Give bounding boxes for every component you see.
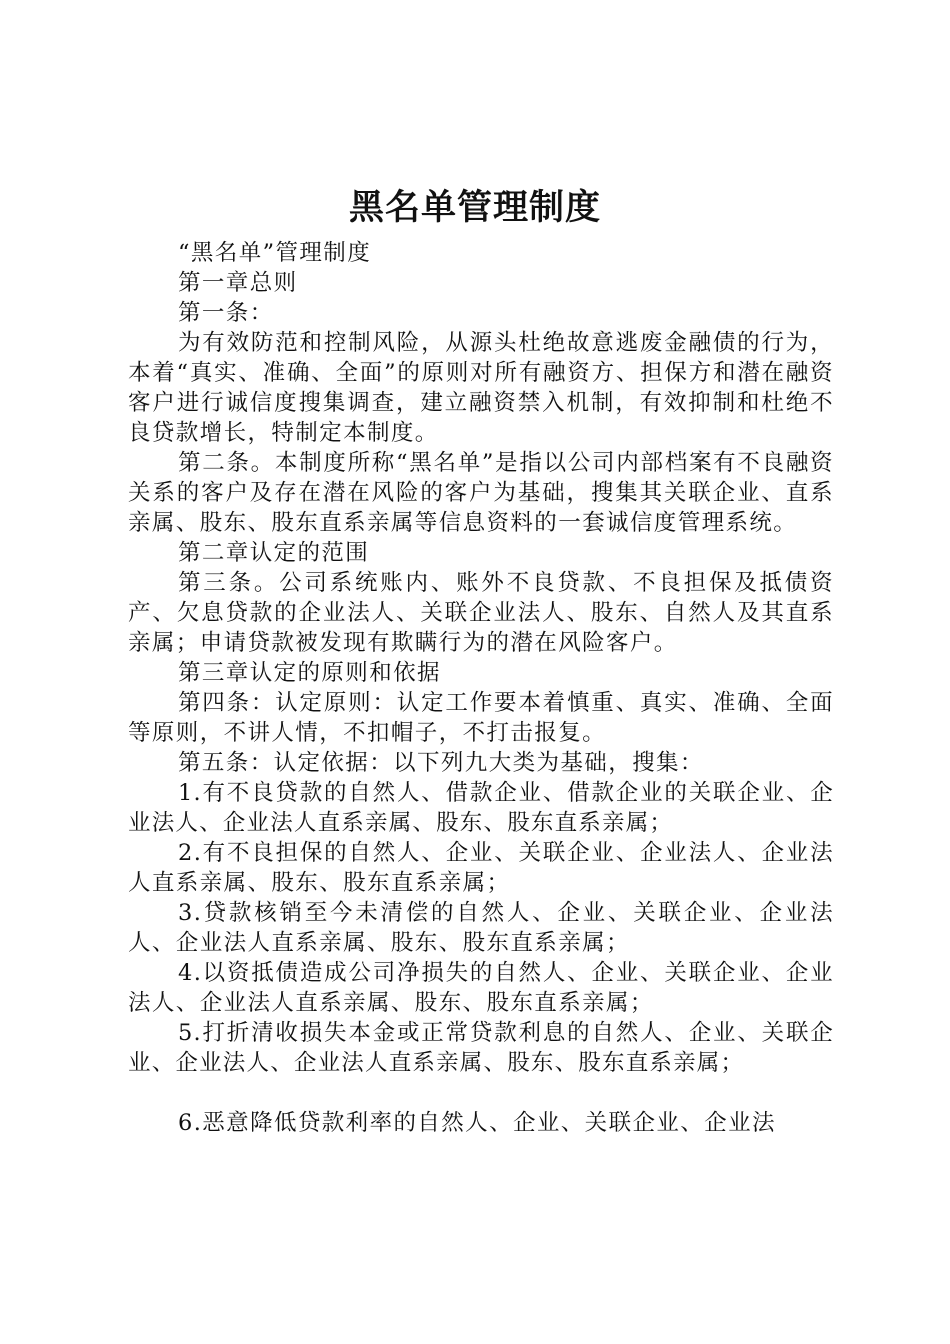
article-4-paragraph: 第四条：认定原则：认定工作要本着慎重、真实、准确、全面等原则，不讲人情，不扣帽子，不打击报复。: [128, 690, 834, 746]
article-5-paragraph: 第五条：认定依据：以下列九大类为基础，搜集：: [178, 750, 704, 776]
document-body: [128, 238, 834, 1138]
list-item-5: 5.打折清收损失本金或正常贷款利息的自然人、企业、关联企业、企业法人、企业法人直系亲属、股东、股东直系亲属；: [128, 1020, 834, 1076]
article-1-heading: 第一条：: [178, 300, 274, 326]
list-item-4: 4.以资抵债造成公司净损失的自然人、企业、关联企业、企业法人、企业法人直系亲属、股东、股东直系亲属；: [128, 960, 834, 1016]
article-1-body: 为有效防范和控制风险，从源头杜绝故意逃废金融债的行为，本着“真实、准确、全面”的原则对所有融资方、担保方和潜在融资客户进行诚信度搜集调查，建立融资禁入机制，有效抑制和杜绝不良贷款增长，特制定本制度。: [128, 330, 834, 446]
article-2-paragraph: 第二条。本制度所称“黑名单”是指以公司内部档案有不良融资关系的客户及存在潜在风险的客户为基础，搜集其关联企业、直系亲属、股东、股东直系亲属等信息资料的一套诚信度管理系统。: [128, 450, 834, 536]
chapter-2-heading: 第二章认定的范围: [178, 540, 370, 566]
chapter-1-heading: 第一章总则: [178, 270, 298, 296]
subtitle-paragraph: “黑名单”管理制度: [178, 240, 372, 266]
document-title: 黑名单管理制度: [348, 188, 601, 228]
list-item-1: 1.有不良贷款的自然人、借款企业、借款企业的关联企业、企业法人、企业法人直系亲属、股东、股东直系亲属；: [128, 780, 834, 836]
chapter-3-heading: 第三章认定的原则和依据: [178, 660, 441, 686]
list-item-3: 3.贷款核销至今未清偿的自然人、企业、关联企业、企业法人、企业法人直系亲属、股东、股东直系亲属；: [128, 900, 834, 956]
list-item-2: 2.有不良担保的自然人、企业、关联企业、企业法人、企业法人直系亲属、股东、股东直系亲属；: [128, 840, 834, 896]
list-item-6: 6.恶意降低贷款利率的自然人、企业、关联企业、企业法: [178, 1110, 776, 1136]
article-3-paragraph: 第三条。公司系统账内、账外不良贷款、不良担保及抵债资产、欠息贷款的企业法人、关联企业法人、股东、自然人及其直系亲属；申请贷款被发现有欺瞒行为的潜在风险客户。: [128, 570, 834, 656]
